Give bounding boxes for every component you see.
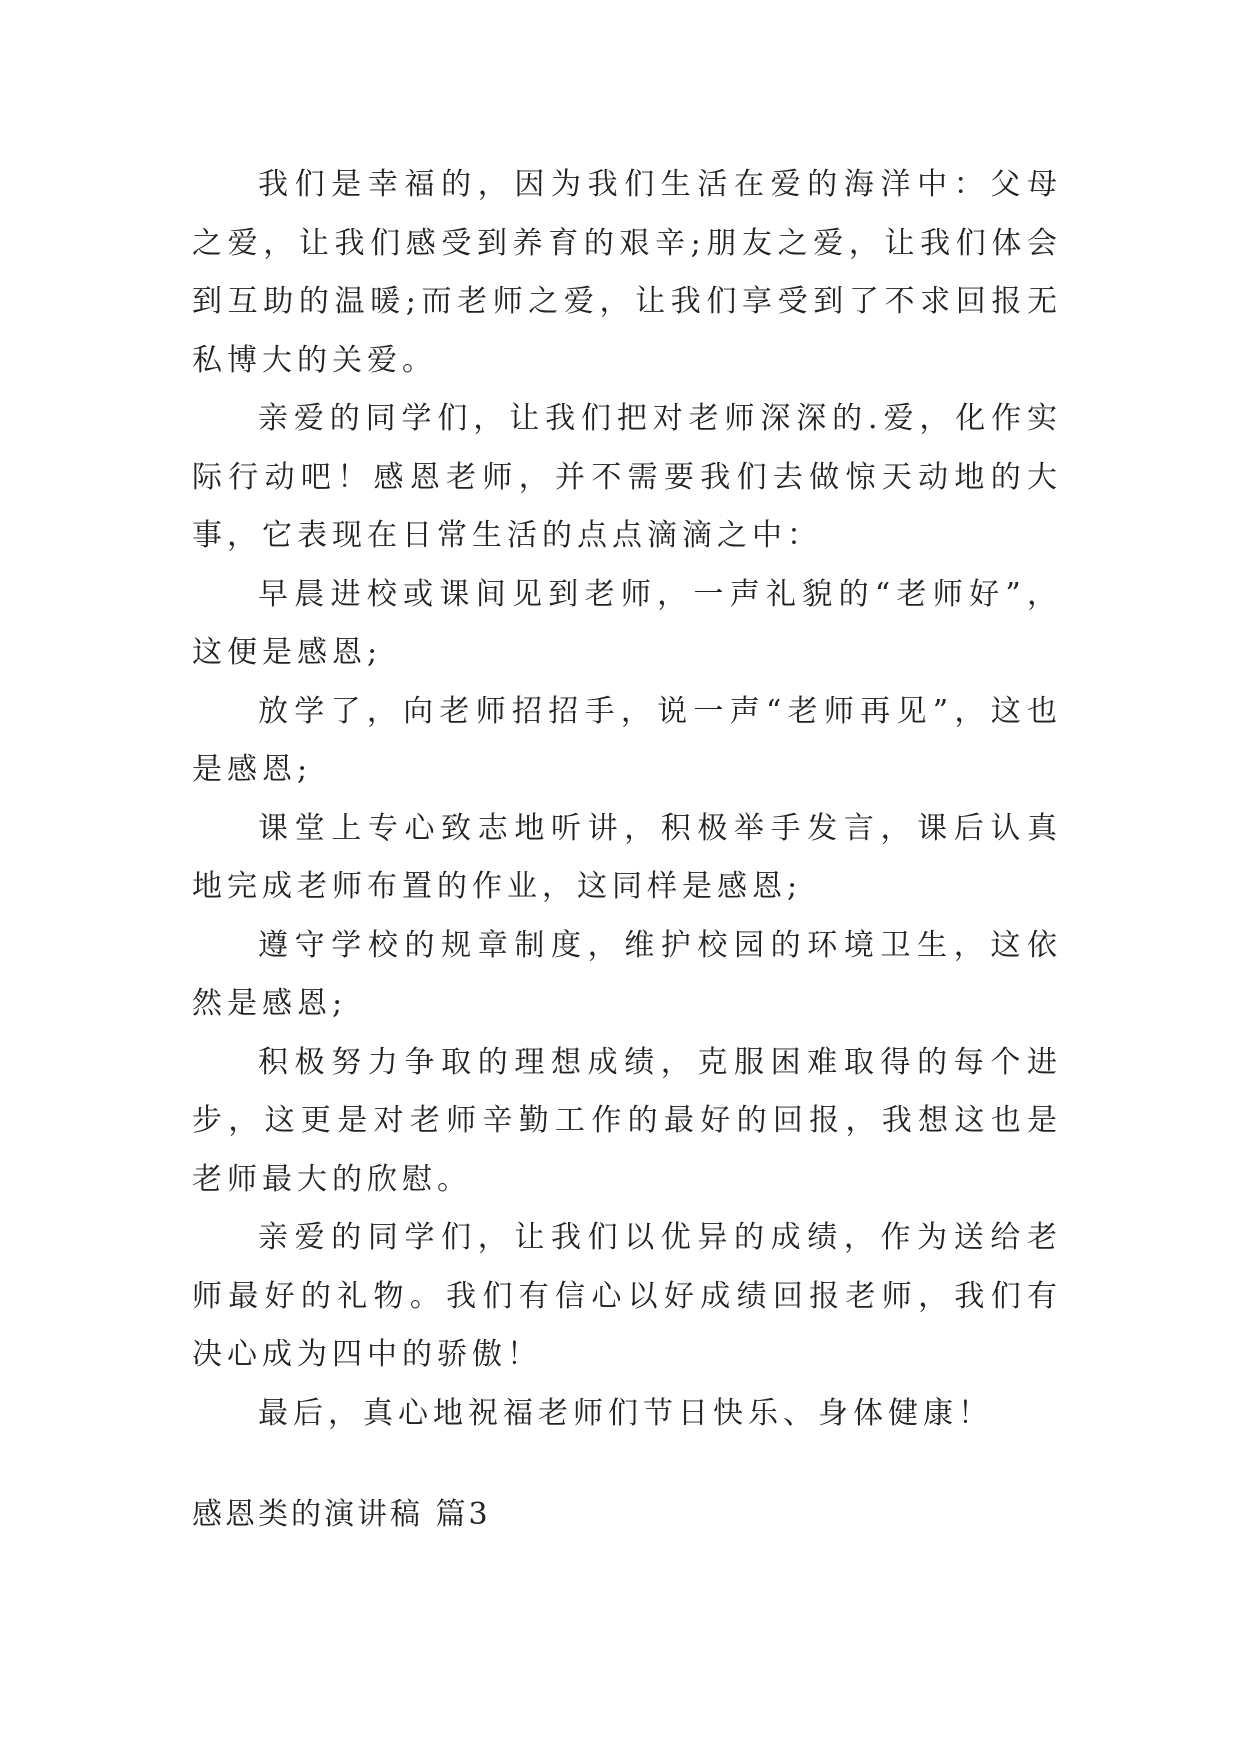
paragraph: 最后，真心地祝福老师们节日快乐、身体健康！ bbox=[258, 1395, 993, 1431]
paragraph: 课堂上专心致志地听讲，积极举手发言，课后认真地完成老师布置的作业，这同样是感恩; bbox=[192, 810, 1062, 904]
document-body bbox=[192, 156, 1062, 1443]
paragraph: 遵守学校的规章制度，维护校园的环境卫生，这依然是感恩; bbox=[192, 927, 1062, 1021]
paragraph: 亲爱的同学们，让我们以优异的成绩，作为送给老师最好的礼物。我们有信心以好成绩回报老师，我们有决心成为四中的骄傲！ bbox=[192, 1220, 1062, 1372]
paragraph: 积极努力争取的理想成绩，克服困难取得的每个进步，这更是对老师辛勤工作的最好的回报，我想这也是老师最大的欣慰。 bbox=[192, 1044, 1062, 1197]
paragraph: 早晨进校或课间见到老师，一声礼貌的“老师好”，这便是感恩; bbox=[192, 576, 1062, 670]
paragraph: 亲爱的同学们，让我们把对老师深深的.爱，化作实际行动吧！感恩老师，并不需要我们去做惊天动地的大事，它表现在日常生活的点点滴滴之中： bbox=[192, 401, 1062, 553]
section-heading: 感恩类的演讲稿 篇3 bbox=[192, 1497, 491, 1532]
paragraph: 我们是幸福的，因为我们生活在爱的海洋中：父母之爱，让我们感受到养育的艰辛;朋友之爱，让我们体会到互助的温暖;而老师之爱，让我们享受到了不求回报无私博大的关爱。 bbox=[192, 167, 1062, 378]
paragraph: 放学了，向老师招招手，说一声“老师再见”，这也是感恩; bbox=[192, 693, 1062, 787]
